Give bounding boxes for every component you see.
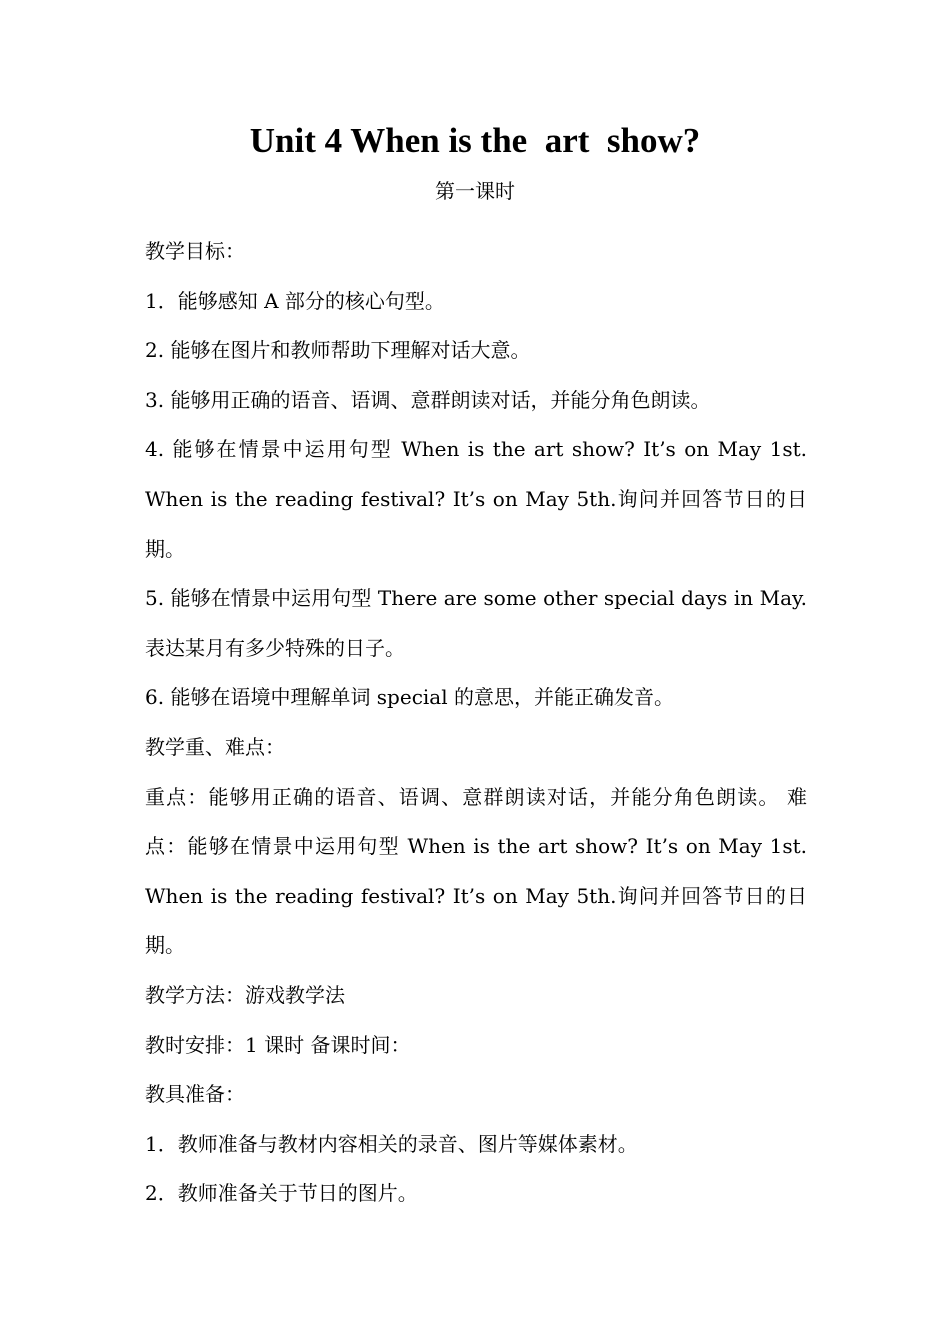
objective-item: 4. 能够在情景中运用句型 When is the art show? It’s on May 1st. When is the reading festival? It’s on May 5th.询问并回答节日的日期。 — [145, 437, 807, 561]
objective-item: 6. 能够在语境中理解单词 special 的意思，并能正确发音。 — [145, 685, 674, 710]
teaching-method: 教学方法：游戏教学法 — [145, 982, 345, 1007]
objective-item: 5. 能够在情景中运用句型 There are some other special days in May. 表达某月有多少特殊的日子。 — [145, 586, 807, 660]
objective-item: 2. 能够在图片和教师帮助下理解对话大意。 — [145, 338, 531, 363]
key-points-text: 重点：能够用正确的语音、语调、意群朗读对话，并能分角色朗读。 难点：能够在情景中运用句型 When is the art show? It’s on May 1st. When is the reading festival? It’s on May 5th.询问并回答节日的日期。 — [145, 784, 807, 958]
materials-heading: 教具准备： — [145, 1082, 245, 1107]
material-item: 1．教师准备与教材内容相关的录音、图片等媒体素材。 — [145, 1131, 638, 1156]
objective-item: 1．能够感知 A 部分的核心句型。 — [145, 288, 445, 313]
lesson-subtitle: 第一课时 — [435, 179, 515, 203]
document-body — [145, 227, 807, 1219]
objective-item: 3. 能够用正确的语音、语调、意群朗读对话，并能分角色朗读。 — [145, 387, 711, 412]
material-item: 2．教师准备关于节日的图片。 — [145, 1181, 418, 1206]
objectives-heading: 教学目标： — [145, 239, 245, 263]
document-title: Unit 4 When is the art show? — [249, 121, 701, 160]
lesson-schedule: 教时安排：1 课时 备课时间： — [145, 1032, 411, 1057]
key-points-heading: 教学重、难点： — [145, 734, 285, 759]
